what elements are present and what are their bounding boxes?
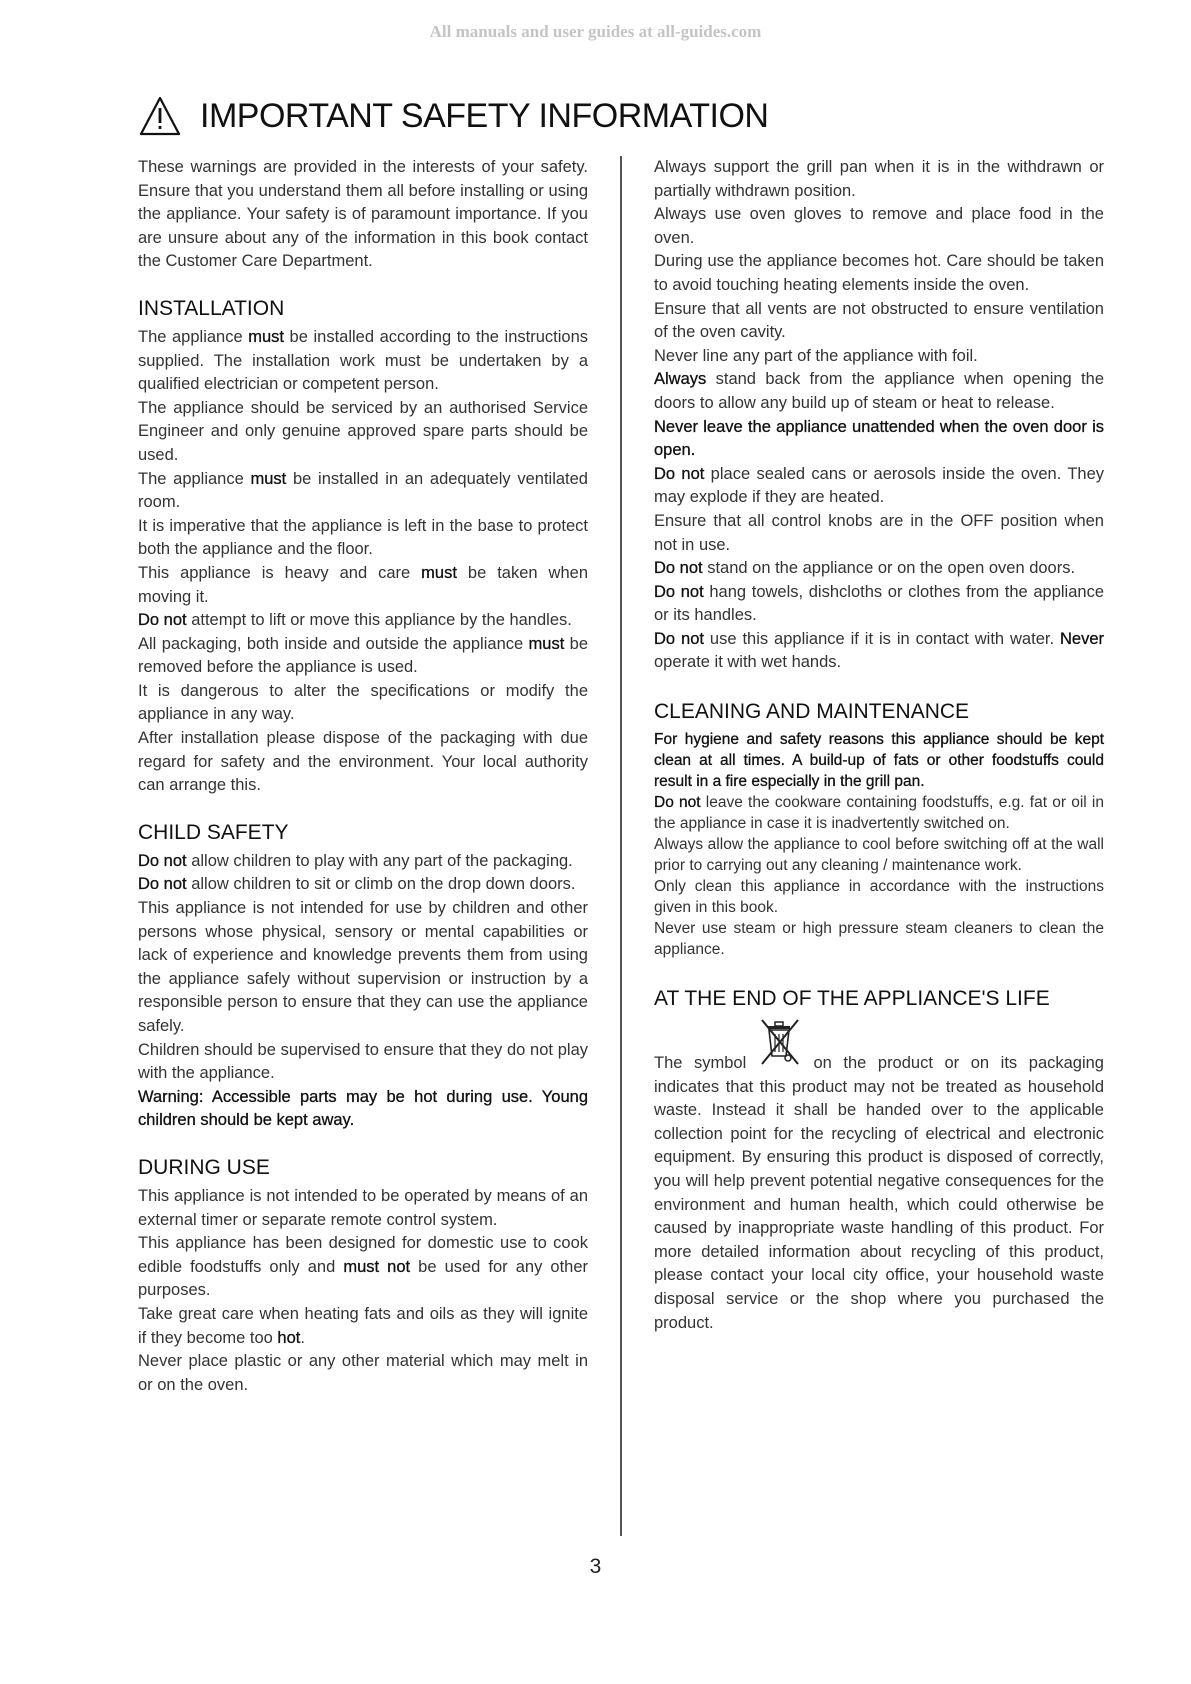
paragraph: Never leave the appliance unattended when the oven door is open. [654,417,1104,460]
paragraph: The appliance should be serviced by an authorised Service Engineer and only genuine approved spare parts should be used. [138,398,588,464]
right-column [654,156,1104,1335]
child-safety-heading: CHILD SAFETY [138,820,289,844]
paragraph: It is imperative that the appliance is left in the base to protect both the appliance and the floor. [138,516,588,559]
paragraph: Do not stand on the appliance or on the open oven doors. [654,559,1076,578]
paragraph: Only clean this appliance in accordance with the instructions given in this book. [654,878,1104,917]
watermark: All manuals and user guides at all-guides.com [429,22,762,41]
paragraph: Always stand back from the appliance when opening the doors to allow any build up of steam or heat to release. [654,370,1104,412]
paragraph: The symbol on the product or on its packaging indicates that this product may not be treated as household waste. Instead it shall be handed over to the applicable collection point for the recycling of electrical and electronic equipment. By ensuring this product is disposed of correctly, you will help prevent potential negative consequences for the environment and human health, which could otherwise be caused by inappropriate waste handling of this product. For more detailed information about recycling of this product, please contact your local city office, your household waste disposal service or the shop where you purchased the product. [654,1048,1104,1335]
paragraph: Never line any part of the appliance with foil. [654,346,978,365]
end-of-life-heading: AT THE END OF THE APPLIANCE'S LIFE [654,987,1050,1011]
paragraph: The appliance must be installed according to the instructions supplied. The installation work must be undertaken by a qualified electrician or competent person. [138,327,588,394]
paragraph: Always use oven gloves to remove and place food in the oven. [654,205,1104,247]
cleaning-heading: CLEANING AND MAINTENANCE [654,700,970,724]
paragraph: Ensure that all control knobs are in the OFF position when not in use. [654,511,1104,554]
page-title-row [138,92,768,140]
paragraph: Do not leave the cookware containing foodstuffs, e.g. fat or oil in the appliance in case it is inadvertently switched on. [654,794,1104,833]
paragraph: Ensure that all vents are not obstructed to ensure ventilation of the oven cavity. [654,299,1104,342]
paragraph: During use the appliance becomes hot. Care should be taken to avoid touching heating elements inside the oven. [654,252,1104,294]
column-divider [620,156,622,1536]
warning-paragraph: Warning: Accessible parts may be hot during use. Young children should be kept away. [138,1087,588,1130]
paragraph: Do not hang towels, dishcloths or clothes from the appliance or its handles. [654,582,1104,625]
paragraph: This appliance is not intended for use by children and other persons whose physical, sensory or mental capabilities or lack of experience and knowledge prevents them from using the appliance safely without supervision or instruction by a responsible person to ensure that they can use the appliance safely. [138,899,588,1035]
paragraph: All packaging, both inside and outside the appliance must be removed before the appliance is used. [138,634,589,677]
paragraph: This appliance is not intended to be operated by means of an external timer or separate remote control system. [138,1186,588,1229]
paragraph: Do not use this appliance if it is in contact with water. Never operate it with wet hands. [654,629,1104,672]
paragraph: Always allow the appliance to cool before switching off at the wall prior to carrying out any cleaning / maintenance work. [654,836,1104,875]
paragraph: Do not allow children to sit or climb on the drop down doors. [138,875,576,894]
left-column [138,156,588,1397]
paragraph: This appliance is heavy and care must be taken when moving it. [138,563,588,606]
paragraph: After installation please dispose of the packaging with due regard for safety and the environment. Your local authority can arrange this. [138,729,588,795]
page-title: IMPORTANT SAFETY INFORMATION [200,96,769,135]
paragraph: Children should be supervised to ensure that they do not play with the appliance. [138,1040,588,1083]
during-use-heading: DURING USE [138,1155,270,1179]
installation-heading: INSTALLATION [138,296,285,320]
intro-paragraph: These warnings are provided in the interests of your safety. Ensure that you understand them all before installing or using the appliance. Your safety is of paramount importance. If you are unsure about any of the information in this book contact the Customer Care Department. [138,158,588,271]
page-number: 3 [589,1555,602,1578]
paragraph: Never use steam or high pressure steam cleaners to clean the appliance. [654,920,1104,959]
paragraph: It is dangerous to alter the specifications or modify the appliance in any way. [138,681,588,724]
paragraph: This appliance has been designed for domestic use to cook edible foodstuffs only and must not be used for any other purposes. [138,1234,588,1300]
paragraph: Always support the grill pan when it is in the withdrawn or partially withdrawn position. [654,158,1104,200]
paragraph: Take great care when heating fats and oils as they will ignite if they become too hot. [138,1304,588,1347]
paragraph: Never place plastic or any other material which may melt in or on the oven. [138,1352,588,1394]
paragraph: Do not allow children to play with any part of the packaging. [138,851,573,870]
crossed-out-wheelie-bin-icon [758,1048,802,1068]
paragraph: The appliance must be installed in an adequately ventilated room. [138,469,588,512]
paragraph: For hygiene and safety reasons this appliance should be kept clean at all times. A build-up of fats or other foodstuffs could result in a fire especially in the grill pan. [654,731,1104,791]
warning-triangle-icon [138,95,182,137]
paragraph: Do not attempt to lift or move this appliance by the handles. [138,611,572,630]
paragraph: Do not place sealed cans or aerosols inside the oven. They may explode if they are heated. [654,464,1104,507]
